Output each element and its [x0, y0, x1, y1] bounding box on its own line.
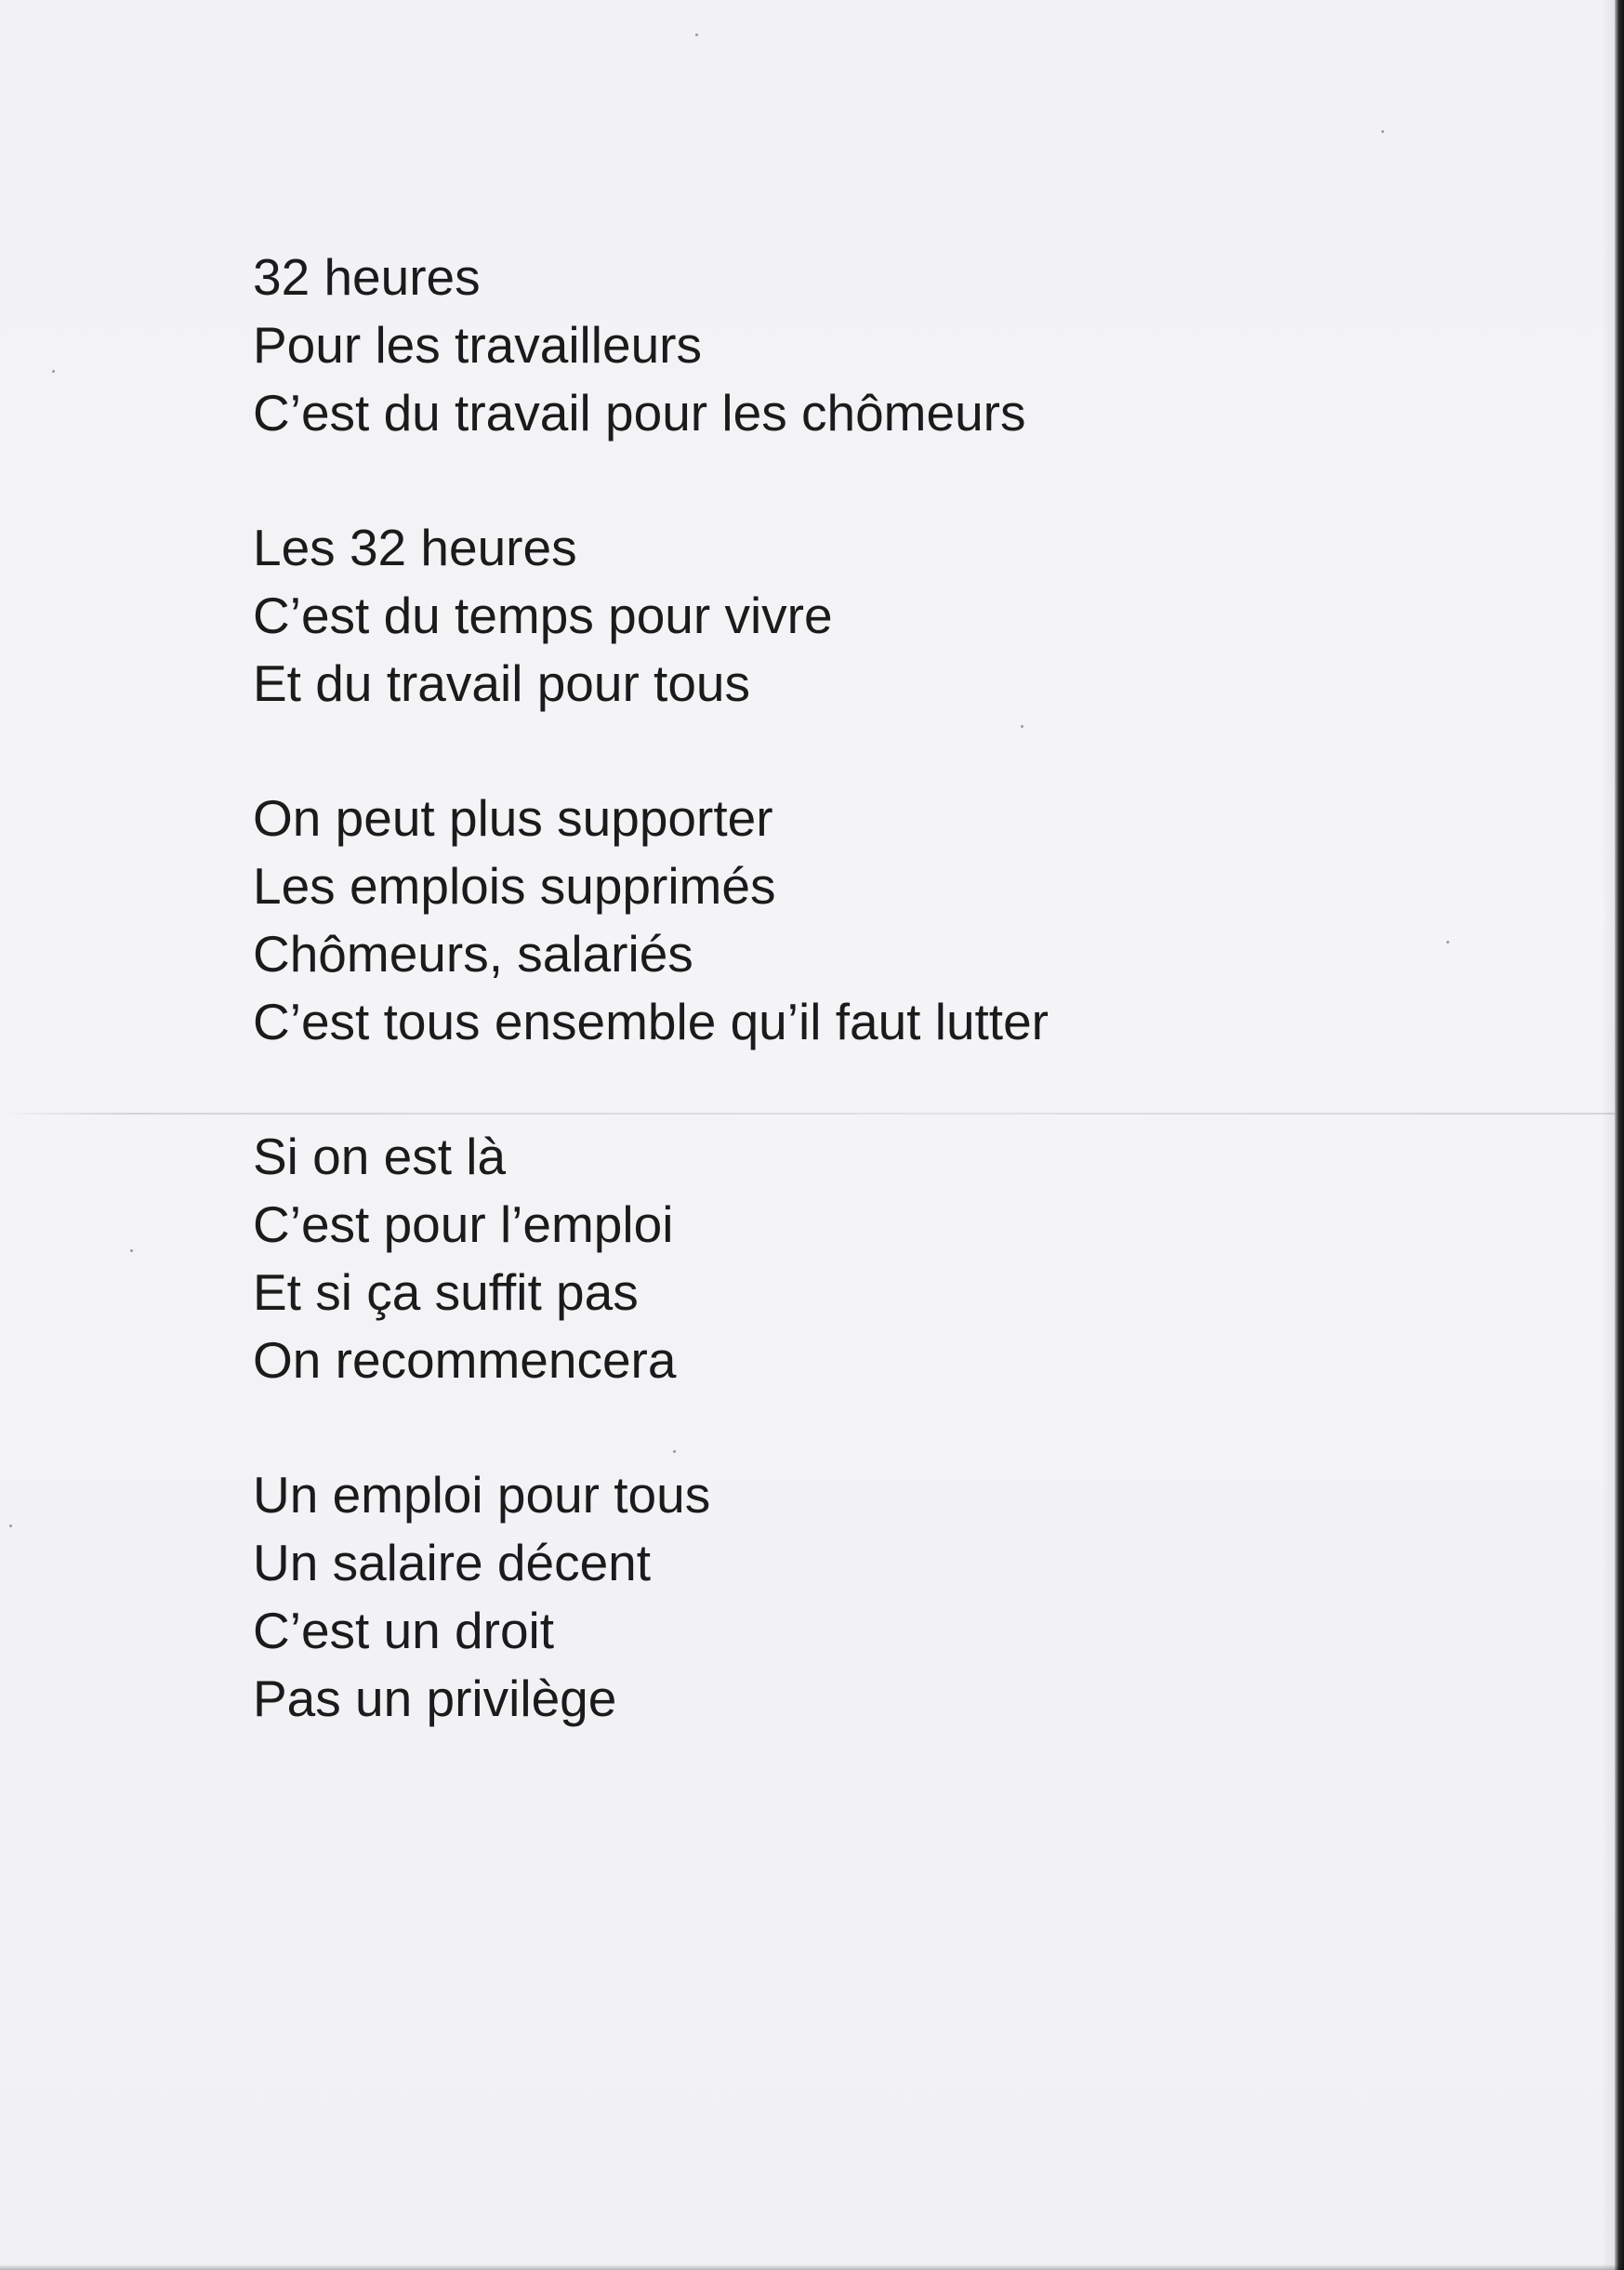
stanza: [253, 785, 1461, 1056]
lyric-line: Les 32 heures: [253, 519, 577, 576]
lyric-line: C’est du temps pour vivre: [253, 587, 833, 644]
stanza: [253, 1123, 1461, 1394]
stanza: [253, 514, 1461, 718]
lyric-line: Les emplois supprimés: [253, 857, 776, 915]
lyric-line: On peut plus supporter: [253, 789, 773, 847]
bottom-scan-edge: [0, 2264, 1624, 2270]
lyric-line: On recommencera: [253, 1331, 677, 1389]
dust-speck: [52, 370, 55, 373]
dust-speck: [9, 1524, 12, 1527]
dust-speck: [695, 33, 698, 36]
lyric-line: Un emploi pour tous: [253, 1466, 711, 1524]
lyric-line: Un salaire décent: [253, 1534, 652, 1591]
right-edge-shadow: [1602, 0, 1615, 2270]
lyric-line: Pas un privilège: [253, 1670, 617, 1727]
lyric-line: C’est du travail pour les chômeurs: [253, 384, 1026, 442]
stanza: [253, 1461, 1461, 1733]
stanza: [253, 244, 1461, 447]
lyric-line: Chômeurs, salariés: [253, 925, 693, 983]
lyric-line: Si on est là: [253, 1128, 507, 1185]
right-scan-edge: [1615, 0, 1624, 2270]
lyric-line: Et si ça suffit pas: [253, 1263, 639, 1321]
lyric-line: Et du travail pour tous: [253, 654, 751, 712]
lyric-line: C’est un droit: [253, 1602, 555, 1659]
lyric-line: 32 heures: [253, 248, 481, 306]
dust-speck: [130, 1249, 133, 1252]
dust-speck: [1381, 130, 1384, 133]
lyric-line: Pour les travailleurs: [253, 316, 702, 374]
song-lyrics: [253, 244, 1461, 1733]
lyric-line: C’est tous ensemble qu’il faut lutter: [253, 993, 1049, 1050]
lyric-line: C’est pour l’emploi: [253, 1195, 674, 1253]
